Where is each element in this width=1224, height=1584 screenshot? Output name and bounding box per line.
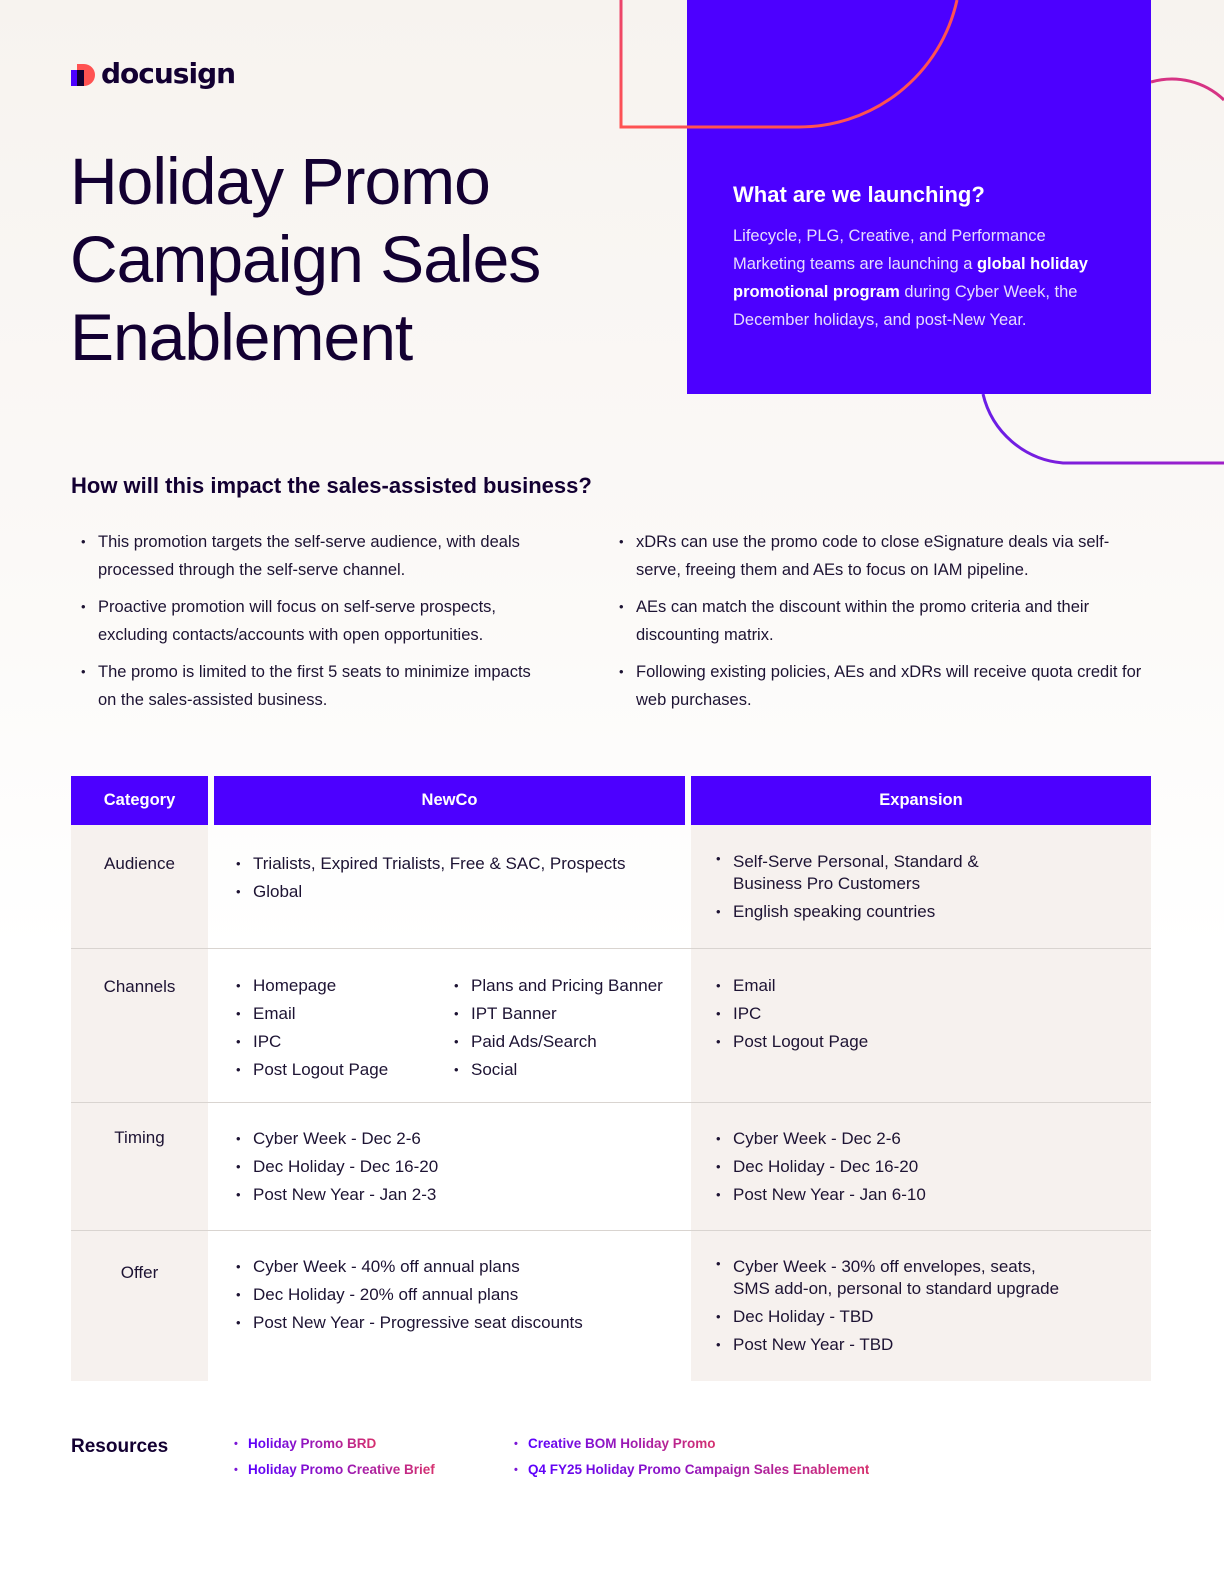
impact-heading: How will this impact the sales-assisted business? (71, 473, 592, 498)
list-item: • Self-Serve Personal, Standard & Business Pro Customers (714, 848, 1004, 898)
list-item: • Homepage (234, 972, 444, 1000)
resource-link[interactable] (234, 1431, 435, 1457)
docusign-logo (71, 57, 236, 90)
timing-newco-list (234, 1125, 674, 1209)
resources-list-1 (234, 1431, 435, 1483)
category-audience: Audience (104, 854, 175, 873)
audience-expansion-list (714, 848, 1004, 926)
list-item: • Cyber Week - 30% off envelopes, seats, SMS add-on, personal to standard upgrade (714, 1253, 1074, 1303)
impact-item: • Proactive promotion will focus on self-serve prospects, excluding contacts/accounts with open opportunities. (72, 593, 542, 649)
list-item: • Email (714, 972, 1114, 1000)
list-item: • Post Logout Page (714, 1028, 1114, 1056)
list-item: • IPC (234, 1028, 444, 1056)
launch-body-text: Lifecycle, PLG, Creative, and Performance Marketing teams are launching a (733, 227, 1046, 273)
impact-item: • AEs can match the discount within the promo criteria and their discounting matrix. (610, 593, 1150, 649)
list-item: • Dec Holiday - 20% off annual plans (234, 1281, 674, 1309)
row-divider (71, 1230, 1151, 1231)
list-item: • Post New Year - TBD (714, 1331, 1074, 1359)
list-item: • Plans and Pricing Banner (452, 972, 682, 1000)
logo-wordmark: docusign (101, 57, 236, 90)
header-newco: NewCo (214, 776, 685, 825)
category-offer: Offer (120, 1263, 159, 1282)
channels-newco-list-2 (452, 972, 682, 1084)
resource-link[interactable] (234, 1457, 435, 1483)
header-expansion: Expansion (691, 776, 1151, 825)
resource-link-text[interactable]: Holiday Promo Creative Brief (248, 1462, 435, 1477)
impact-item: • The promo is limited to the first 5 seats to minimize impacts on the sales-assisted business. (72, 658, 542, 714)
offer-expansion-list (714, 1253, 1074, 1359)
resource-link-text[interactable]: Creative BOM Holiday Promo (528, 1436, 716, 1451)
timing-expansion-list (714, 1125, 1114, 1209)
launch-body-bold: global holiday promotional program (733, 255, 1088, 301)
list-item: • English speaking countries (714, 898, 1004, 926)
list-item: • Dec Holiday - Dec 16-20 (234, 1153, 674, 1181)
list-item: • Cyber Week - Dec 2-6 (234, 1125, 674, 1153)
row-divider (71, 1102, 1151, 1103)
offer-newco-list (234, 1253, 674, 1337)
category-timing: Timing (114, 1128, 165, 1147)
row-divider (71, 948, 1151, 949)
launch-body (733, 222, 1111, 334)
resources-label: Resources (71, 1436, 169, 1457)
resources-list-2 (514, 1431, 869, 1483)
list-item: • Dec Holiday - TBD (714, 1303, 1074, 1331)
list-item: • Post New Year - Jan 6-10 (714, 1181, 1114, 1209)
resource-link-text[interactable]: Holiday Promo BRD (248, 1436, 377, 1451)
list-item: • Email (234, 1000, 444, 1028)
logo-mark-icon (71, 60, 95, 88)
list-item: • Post New Year - Jan 2-3 (234, 1181, 674, 1209)
list-item: • Trialists, Expired Trialists, Free & SAC, Prospects (234, 850, 674, 878)
list-item: • Global (234, 878, 674, 906)
list-item: • IPT Banner (452, 1000, 682, 1028)
launch-body-tail: during Cyber Week, the December holidays, and post-New Year. (733, 283, 1078, 329)
title-line: Enablement (70, 300, 413, 374)
category-channels: Channels (103, 977, 176, 996)
page-title (70, 142, 630, 376)
list-item: • Social (452, 1056, 682, 1084)
impact-item: • xDRs can use the promo code to close eSignature deals via self-serve, freeing them and AEs to focus on IAM pipeline. (610, 528, 1150, 584)
impact-item: • This promotion targets the self-serve audience, with deals processed through the self-serve channel. (72, 528, 542, 584)
resource-link[interactable] (514, 1457, 869, 1483)
resource-link-text[interactable]: Q4 FY25 Holiday Promo Campaign Sales Enablement (528, 1462, 870, 1477)
channels-newco-list-1 (234, 972, 444, 1084)
list-item: • Cyber Week - Dec 2-6 (714, 1125, 1114, 1153)
title-line: Holiday Promo (70, 144, 490, 218)
header-category: Category (71, 776, 208, 825)
impact-list-left (72, 528, 542, 723)
list-item: • IPC (714, 1000, 1114, 1028)
list-item: • Post Logout Page (234, 1056, 444, 1084)
impact-list-right (610, 528, 1150, 723)
list-item: • Paid Ads/Search (452, 1028, 682, 1056)
list-item: • Cyber Week - 40% off annual plans (234, 1253, 674, 1281)
title-line: Campaign Sales (70, 222, 541, 296)
channels-expansion-list (714, 972, 1114, 1056)
launch-heading: What are we launching? (733, 182, 985, 207)
resource-link[interactable] (514, 1431, 869, 1457)
launch-panel (687, 0, 1151, 394)
audience-newco-list (234, 850, 674, 906)
list-item: • Dec Holiday - Dec 16-20 (714, 1153, 1114, 1181)
list-item: • Post New Year - Progressive seat discounts (234, 1309, 674, 1337)
category-column-band (71, 825, 208, 1381)
impact-item: • Following existing policies, AEs and xDRs will receive quota credit for web purchases. (610, 658, 1150, 714)
